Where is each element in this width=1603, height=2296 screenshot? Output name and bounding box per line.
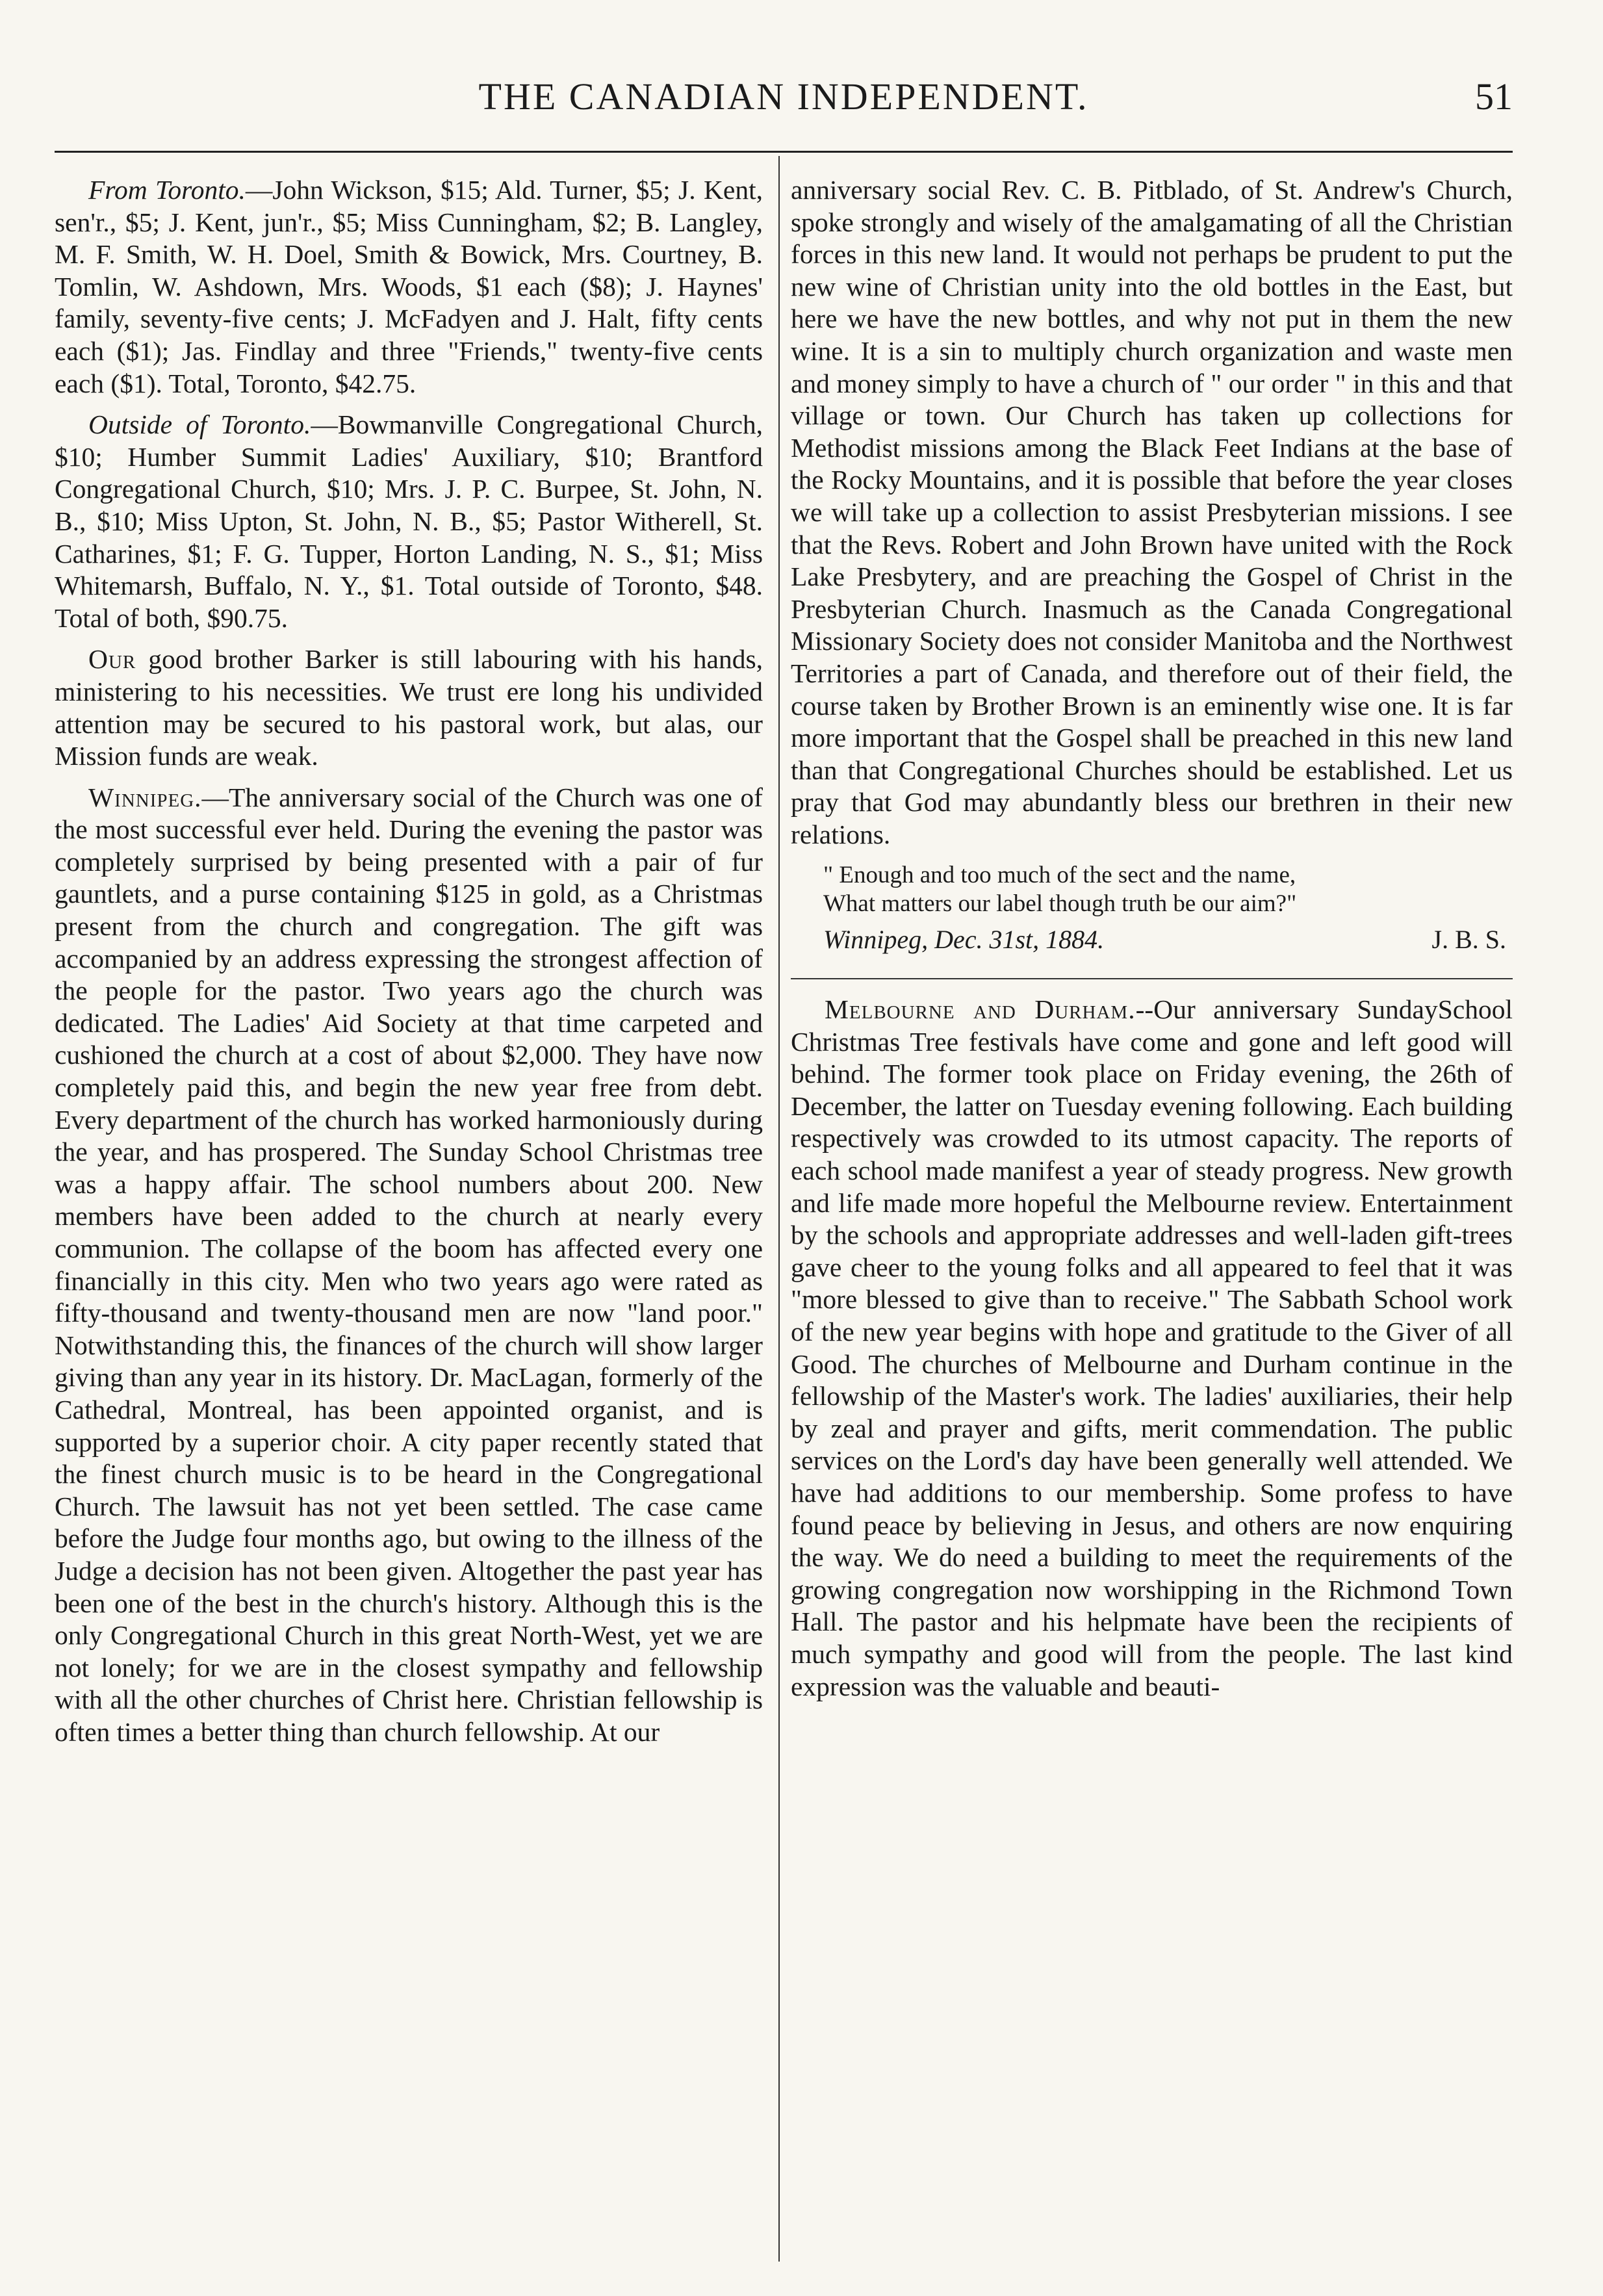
outside-toronto-lead: Outside of Toronto. [88, 409, 311, 440]
melbourne-paragraph [791, 994, 1513, 1703]
barker-paragraph [55, 643, 763, 772]
toronto-lead: From Toronto. [88, 175, 246, 205]
melbourne-text: --Our anniversary SundaySchool Christmas Tree festivals have come and gone and left good will behind. The former took place on Friday evening, the 26th of December, the latter on Tuesday evening following. Each building respectively was crowded to its utmost capacity. The reports of each school made manifest a year of steady progress. New growth and life made more hopeful the Melbourne review. Entertainment by the schools and appropriate addresses and well-laden gift-trees gave cheer to the young folks and all appeared to feel that it was "more blessed to give than to receive." The Sabbath School work of the new year begins with hope and gratitude to the Giver of all Good. The churches of Melbourne and Durham continue in the fellowship of the Master's work. The ladies' auxiliaries, their help by zeal and prayer and gifts, merit commendation. The public services on the Lord's day have been generally well attended. We have had additions to our membership. Some profess to have found peace by believing in Jesus, and others are now enquiring the way. We do need a building to meet the requirements of the growing congregation now worshipping in the Richmond Town Hall. The pastor and his helpmate have been the recipients of much sympathy and good will from the people. The last kind expression was the valuable and beauti- [791, 994, 1513, 1701]
melbourne-lead: Melbourne and Durham. [825, 994, 1136, 1025]
signature-place-date: Winnipeg, Dec. 31st, 1884. [823, 925, 1105, 955]
winnipeg-paragraph [55, 782, 763, 1749]
verse-quote [823, 861, 1513, 918]
page-header [55, 68, 1513, 126]
winnipeg-continuation: anniversary social Rev. C. B. Pitblado, of St. Andrew's Church, spoke strongly and wisely of the amalgamating of all the Christian forces in this new land. It would not perhaps be prudent to put the new wine of Christian unity into the old bottles in the East, but here we have the new bottles, and why not put in them the new wine. It is a sin to multiply church organization and waste men and money simply to have a church of " our order " in this and that village or town. Our Church has taken up collections for Methodist missions among the Black Feet Indians at the base of the Rocky Mountains, and it is possible that before the year closes we will take up a collection to assist Presbyterian missions. I see that the Revs. Robert and John Brown have united with the Rock Lake Presbytery, and are preaching the Gospel of Christ in the Presbyterian Church. Inasmuch as the Canada Congregational Missionary Society does not consider Manitoba and the Northwest Territories a part of Canada, and therefore out of their field, the course taken by Brother Brown is an eminently wise one. It is far more important that the Gospel shall be preached in this new land than that Congregational Churches should be established. Let us pray that God may abundantly bless our brethren in their new relations. [791, 175, 1513, 849]
outside-toronto-paragraph [55, 409, 763, 634]
right-column [791, 174, 1513, 2273]
page-number: 51 [1475, 75, 1513, 118]
signature-line [823, 923, 1506, 956]
outside-toronto-text: —Bowmanville Congregational Church, $10; Humber Summit Ladies' Auxiliary, $10; Brantford Congregational Church, $10; Mrs. J. P. C. Burpee, St. John, N. B., $10; Miss Upton, St. John, N. B., $5; Pastor Witherell, St. Catharines, $1; F. G. Tupper, Horton Landing, N. S., $1; Miss Whitemarsh, Buffalo, N. Y., $1. Total outside of Toronto, $48. Total of both, $90.75. [55, 409, 763, 633]
signature-initials: J. B. S. [1431, 925, 1506, 955]
toronto-text: —John Wickson, $15; Ald. Turner, $5; J. Kent, sen'r., $5; J. Kent, jun'r., $5; Miss Cunningham, $2; B. Langley, M. F. Smith, W. H. Doel, Smith & Bowick, Mrs. Courtney, B. Tomlin, W. Ashdown, Mrs. Woods, $1 each ($8); J. Haynes' family, seventy-five cents; J. McFadyen and J. Halt, fifty cents each ($1); Jas. Findlay and three "Friends," twenty-five cents each ($1). Total, Toronto, $42.75. [55, 175, 763, 398]
running-title: THE CANADIAN INDEPENDENT. [478, 75, 1089, 118]
winnipeg-text: —The anniversary social of the Church was one of the most successful ever held. During the evening the pastor was completely surprised by being presented with a pair of fur gauntlets, and a purse containing $125 in gold, as a Christmas present from the church and congregation. The gift was accompanied by an address expressing the strongest affection of the people for the pastor. Two years ago the church was dedicated. The Ladies' Aid Society at that time carpeted and cushioned the church at a cost of about $2,000. They have now completely paid this, and begin the new year free from debt. Every department of the church has worked harmoniously during the year, and has prospered. The Sunday School Christmas tree was a happy affair. The school numbers about 200. New members have been added to the church at nearly every communion. The collapse of the boom has affected every one financially in this city. Men who two years ago were rated as fifty-thousand and twenty-thousand men are now "land poor." Notwithstanding this, the finances of the church will show larger giving than any year in its history. Dr. MacLagan, formerly of the Cathedral, Montreal, has been appointed organist, and is supported by a superior choir. A city paper recently stated that the finest church music is to be heard in the Congregational Church. The lawsuit has not yet been settled. The case came before the Judge four months ago, but owing to the illness of the Judge a decision has not been given. Altogether the past year has been one of the best in the church's history. Although this is the only Congregational Church in this great North-West, yet we are not lonely; for we are in the closest sympathy and fellowship with all the other churches of Christ here. Christian fellowship is often times a better thing than church fellowship. At our [55, 782, 763, 1747]
toronto-paragraph [55, 174, 763, 400]
barker-lead: Our [88, 644, 136, 675]
column-divider [778, 156, 780, 2262]
header-rule [55, 151, 1513, 153]
quote-line-2: What matters our label though truth be our aim?" [823, 890, 1297, 918]
quote-line-1: " Enough and too much of the sect and the name, [823, 862, 1296, 889]
barker-text: good brother Barker is still labouring with his hands, ministering to his necessities. We trust ere long his undivided attention may be secured to his pastoral work, but alas, our Mission funds are weak. [55, 644, 763, 771]
winnipeg-lead: Winnipeg. [88, 782, 202, 812]
left-column [55, 174, 763, 2273]
section-rule [791, 978, 1513, 979]
